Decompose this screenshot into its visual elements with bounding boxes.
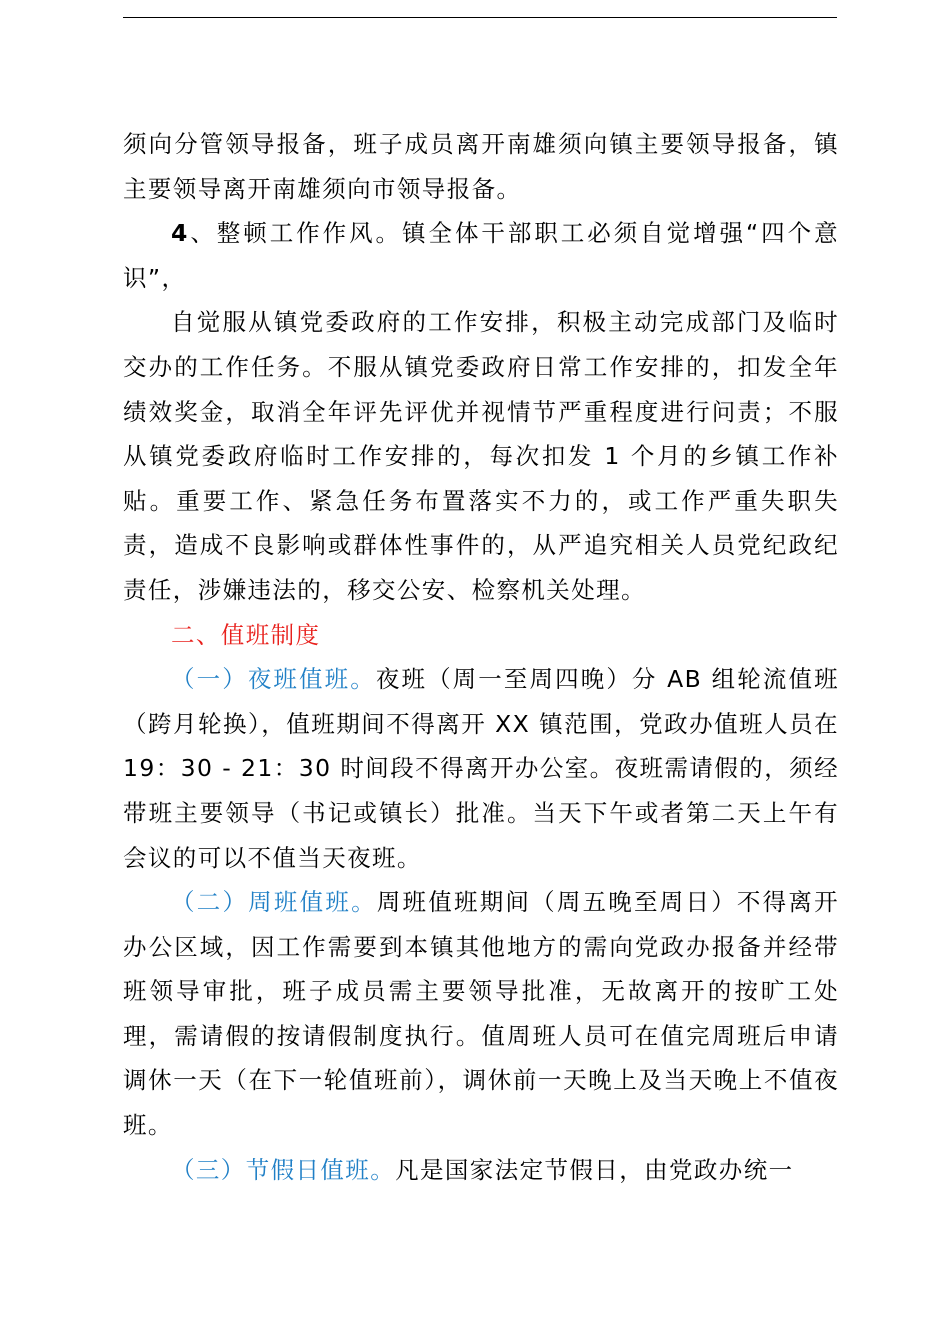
- sub-section-1-heading: （一）夜班值班。: [171, 665, 376, 694]
- paragraph-continuation: 须向分管领导报备，班子成员离开南雄须向镇主要领导报备，镇主要领导离开南雄须向市领导报备。: [123, 130, 839, 203]
- section-2-heading: 二、值班制度: [171, 620, 321, 649]
- header-rule: [123, 17, 837, 18]
- sub-section-3: [123, 1148, 839, 1193]
- sub-section-2-heading: （二）周班值班。: [171, 888, 377, 917]
- item-4-number: 4: [171, 219, 189, 248]
- sub-section-1: [123, 657, 839, 880]
- item-4-title: 、整顿工作作风。镇全体干部职工必须自觉增强“四个意识”，: [123, 219, 839, 292]
- sub-section-3-body: 凡是国家法定节假日，由党政办统一: [395, 1155, 794, 1184]
- document-body: [123, 122, 839, 1192]
- sub-section-2-body: 周班值班期间（周五晚至周日）不得离开办公区域，因工作需要到本镇其他地方的需向党政办报备并经带班领导审批，班子成员需主要领导批准，无故离开的按旷工处理，需请假的按请假制度执行。值周班人员可在值完周班后申请调休一天（在下一轮值班前），调休前一天晚上及当天晚上不值夜班。: [123, 888, 839, 1140]
- item-4-heading: [123, 211, 839, 300]
- sub-section-2: [123, 880, 839, 1148]
- item-4-body: 自觉服从镇党委政府的工作安排，积极主动完成部门及临时交办的工作任务。不服从镇党委政府日常工作安排的，扣发全年绩效奖金，取消全年评先评优并视情节严重程度进行问责；不服从镇党委政府临时工作安排的，每次扣发 1 个月的乡镇工作补贴。重要工作、紧急任务布置落实不力的，或工作严重失职失责，造成不良影响或群体性事件的，从严追究相关人员党纪政纪责任，涉嫌违法的，移交公安、检察机关处理。: [123, 308, 839, 604]
- sub-section-3-heading: （三）节假日值班。: [171, 1155, 396, 1184]
- sub-section-1-body: 夜班（周一至周四晚）分 AB 组轮流值班（跨月轮换），值班期间不得离开 XX 镇范围，党政办值班人员在 19：30 - 21：30 时间段不得离开办公室。夜班需请假的，须经带班主要领导（书记或镇长）批准。当天下午或者第二天上午有会议的可以不值当天夜班。: [123, 665, 840, 872]
